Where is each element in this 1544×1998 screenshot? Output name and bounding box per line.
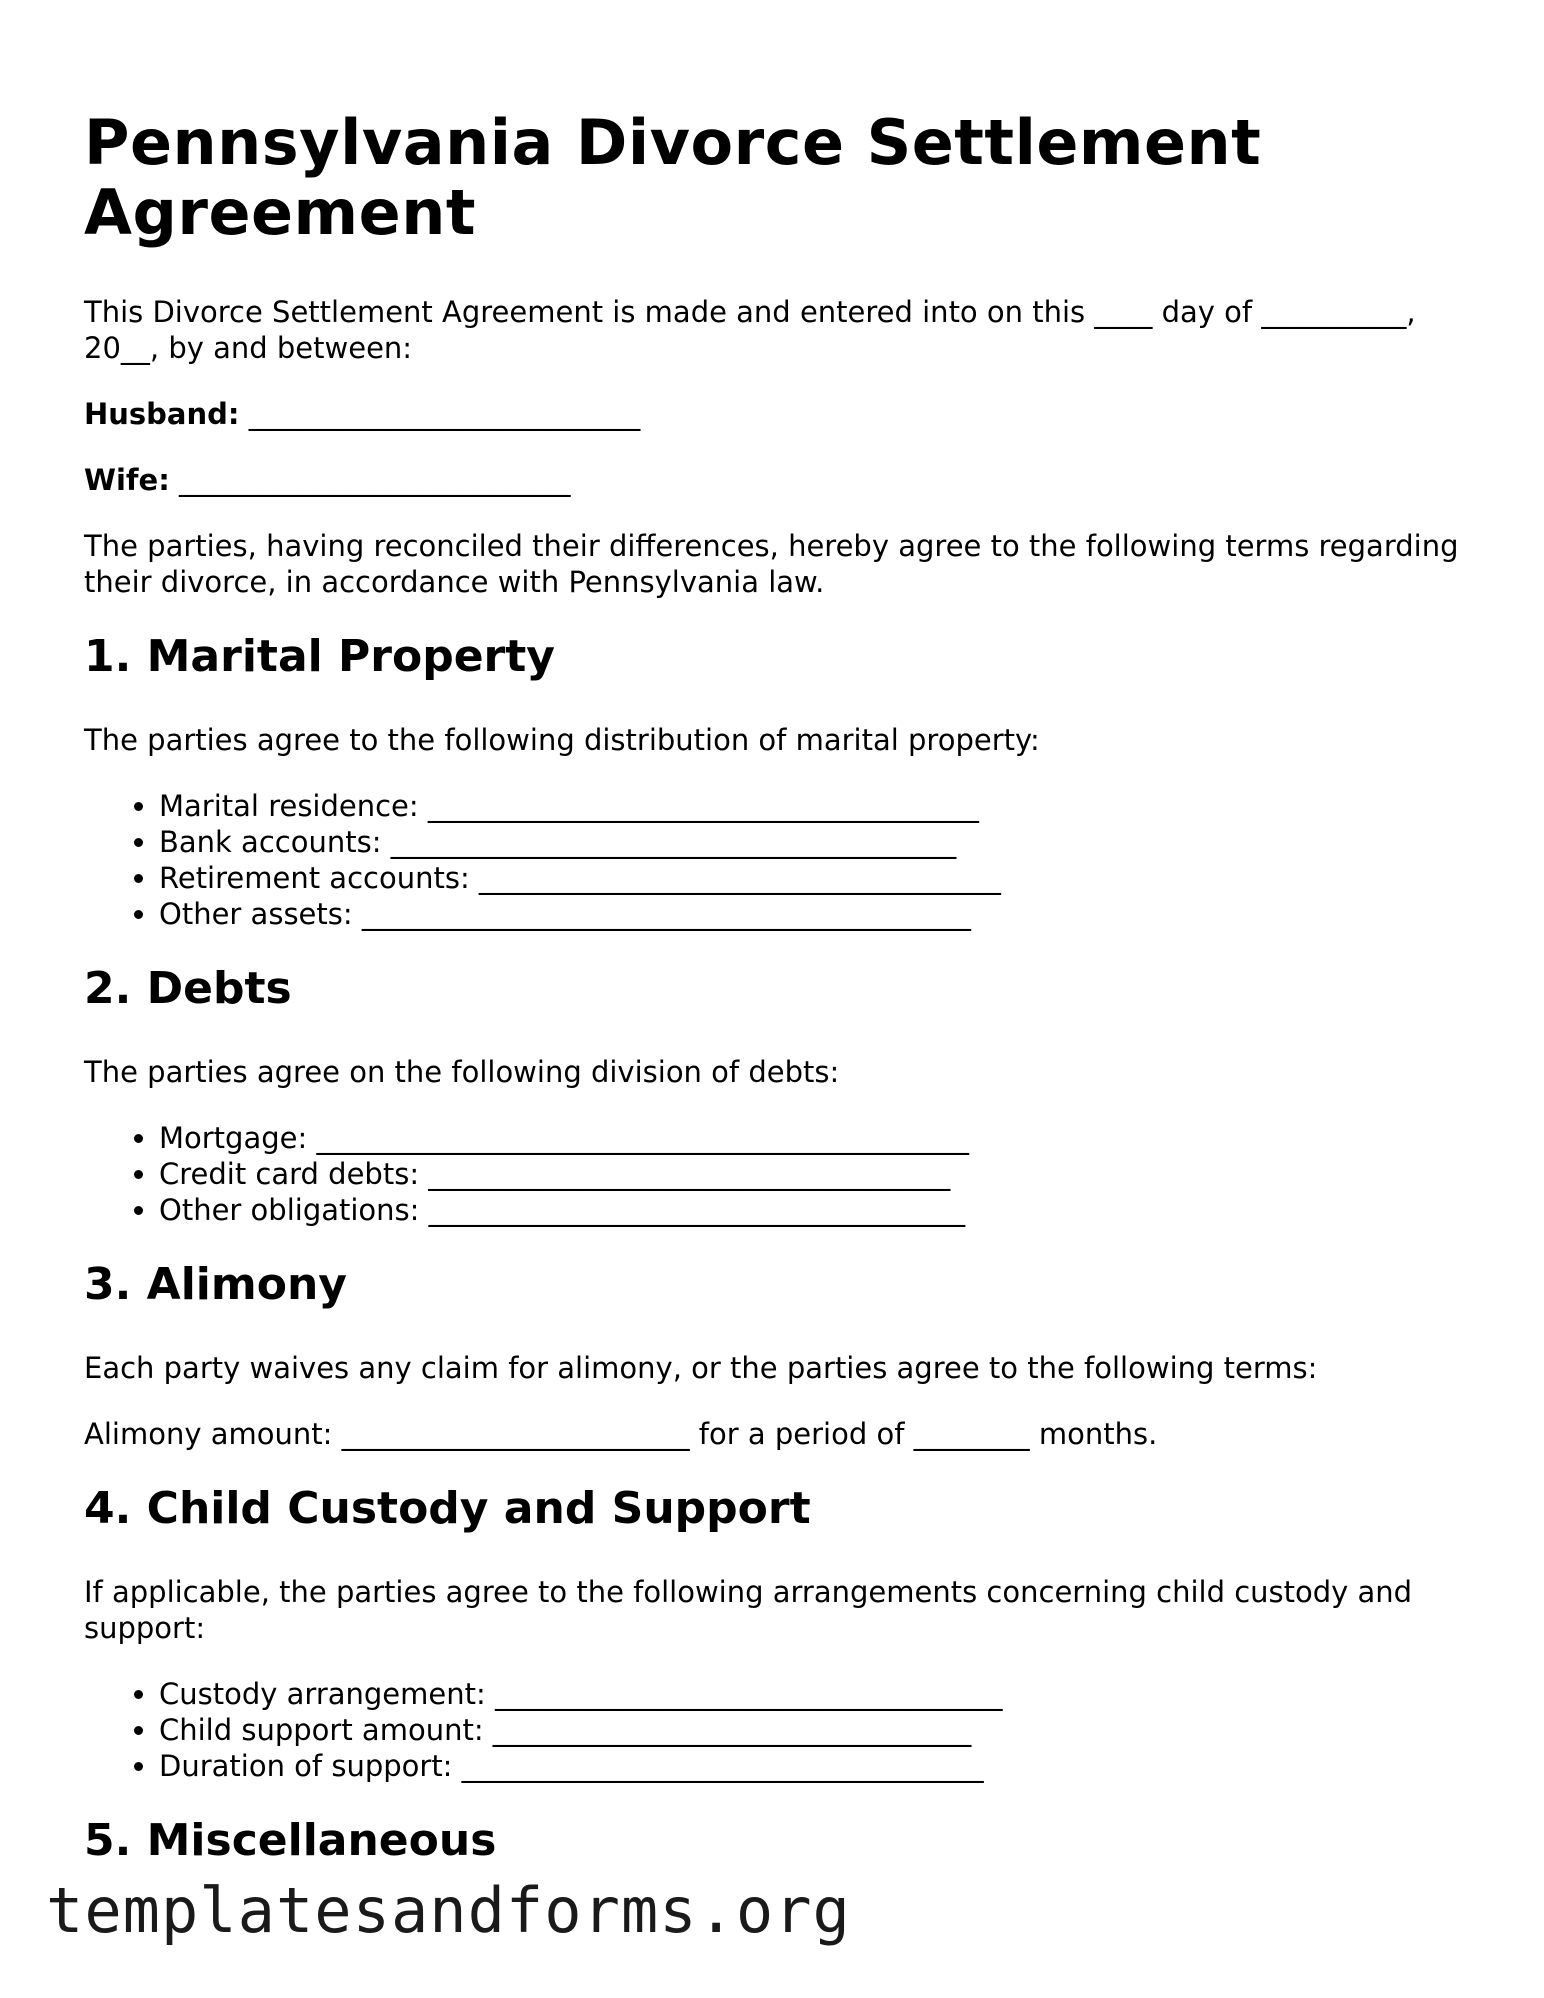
list-item: • Marital residence: ______________________________________ <box>159 788 1464 824</box>
marital-property-list <box>84 788 1464 932</box>
wife-line <box>84 462 1464 498</box>
husband-line <box>84 396 1464 432</box>
list-item: • Child support amount: _________________________________ <box>159 1712 1464 1748</box>
intro-paragraph: This Divorce Settlement Agreement is made and entered into on this ____ day of __________, 20__, by and between: <box>84 295 1416 365</box>
section-text-alimony: Each party waives any claim for alimony, or the parties agree to the following terms: <box>84 1351 1318 1385</box>
husband-blank: ___________________________ <box>248 397 641 431</box>
section-text-debts: The parties agree on the following division of debts: <box>84 1055 840 1089</box>
preamble-paragraph: The parties, having reconciled their differences, hereby agree to the following terms regarding their divorce, in accordance with Pennsylvania law. <box>84 529 1459 599</box>
list-item: • Mortgage: _____________________________________________ <box>159 1120 1464 1156</box>
list-item: • Other obligations: _____________________________________ <box>159 1192 1464 1228</box>
section-heading-debts: 2. Debts <box>84 963 292 1014</box>
section-text-child-custody: If applicable, the parties agree to the following arrangements concerning child custody and support: <box>84 1575 1413 1645</box>
list-item: • Retirement accounts: ____________________________________ <box>159 860 1464 896</box>
debts-list <box>84 1120 1464 1228</box>
wife-label: Wife: <box>84 463 170 497</box>
section-heading-miscellaneous: 5. Miscellaneous <box>84 1815 497 1866</box>
husband-label: Husband: <box>84 397 240 431</box>
section-heading-child-custody: 4. Child Custody and Support <box>84 1483 811 1534</box>
list-item: • Credit card debts: ____________________________________ <box>159 1156 1464 1192</box>
watermark: templatesandforms.org <box>46 1874 851 1947</box>
list-item: • Custody arrangement: ___________________________________ <box>159 1676 1464 1712</box>
document-page <box>84 108 1464 1906</box>
child-custody-list <box>84 1676 1464 1784</box>
section-heading-alimony: 3. Alimony <box>84 1259 347 1310</box>
list-item: • Duration of support: ____________________________________ <box>159 1748 1464 1784</box>
list-item: • Bank accounts: _______________________________________ <box>159 824 1464 860</box>
list-item: • Other assets: __________________________________________ <box>159 896 1464 932</box>
wife-blank: ___________________________ <box>179 463 571 497</box>
section-text-marital-property: The parties agree to the following distribution of marital property: <box>84 723 1040 757</box>
alimony-amount-line: Alimony amount: ________________________ for a period of ________ months. <box>84 1417 1158 1451</box>
section-heading-marital-property: 1. Marital Property <box>84 631 555 682</box>
document-title: Pennsylvania Divorce Settlement Agreement <box>84 106 1262 249</box>
